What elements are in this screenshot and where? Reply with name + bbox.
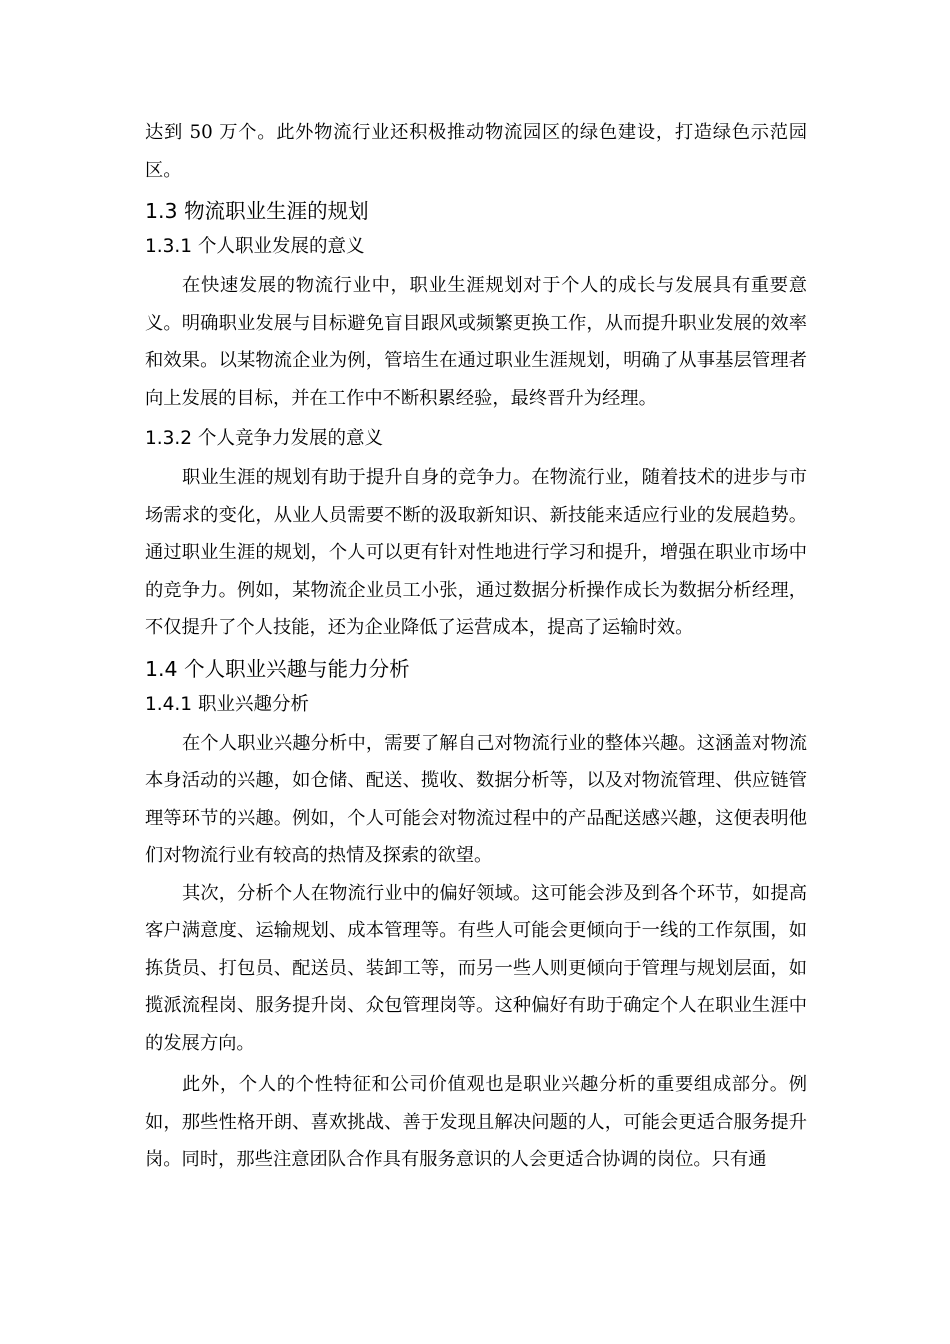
paragraph-interest-preference: 其次，分析个人在物流行业中的偏好领域。这可能会涉及到各个环节，如提高客户满意度、运输规划、成本管理等。有些人可能会更倾向于一线的工作氛围，如拣货员、打包员、配送员、装卸工等，而另一些人则更倾向于管理与规划层面，如揽派流程岗、服务提升岗、众包管理岗等。这种偏好有助于确定个人在职业生涯中的发展方向。 bbox=[145, 882, 807, 1054]
subsection-heading-1-3-2: 1.3.2 个人竞争力发展的意义 bbox=[145, 428, 383, 449]
paragraph-competitiveness: 职业生涯的规划有助于提升自身的竞争力。在物流行业，随着技术的进步与市场需求的变化，从业人员需要不断的汲取新知识、新技能来适应行业的发展趋势。通过职业生涯的规划，个人可以更有针对性地进行学习和提升，增强在职业市场中的竞争力。例如，某物流企业员工小张，通过数据分析操作成长为数据分析经理，不仅提升了个人技能，还为企业降低了运营成本，提高了运输时效。 bbox=[145, 467, 807, 638]
paragraph-career-development: 在快速发展的物流行业中，职业生涯规划对于个人的成长与发展具有重要意义。明确职业发展与目标避免盲目跟风或频繁更换工作，从而提升职业发展的效率和效果。以某物流企业为例，管培生在通过职业生涯规划，明确了从事基层管理者向上发展的目标，并在工作中不断积累经验，最终晋升为经理。 bbox=[145, 275, 807, 409]
paragraph-interest-personality: 此外，个人的个性特征和公司价值观也是职业兴趣分析的重要组成部分。例如，那些性格开朗、喜欢挑战、善于发现且解决问题的人，可能会更适合服务提升岗。同时，那些注意团队合作具有服务意识的人会更适合协调的岗位。只有通 bbox=[145, 1074, 807, 1170]
document-body bbox=[145, 114, 807, 1179]
paragraph-intro-continuation: 达到 50 万个。此外物流行业还积极推动物流园区的绿色建设，打造绿色示范园区。 bbox=[145, 122, 807, 181]
subsection-heading-1-3-1: 1.3.1 个人职业发展的意义 bbox=[145, 236, 365, 257]
subsection-heading-1-4-1: 1.4.1 职业兴趣分析 bbox=[145, 693, 309, 715]
section-heading-1-3: 1.3 物流职业生涯的规划 bbox=[145, 199, 369, 223]
paragraph-interest-overall: 在个人职业兴趣分析中，需要了解自己对物流行业的整体兴趣。这涵盖对物流本身活动的兴趣，如仓储、配送、揽收、数据分析等，以及对物流管理、供应链管理等环节的兴趣。例如，个人可能会对物流过程中的产品配送感兴趣，这便表明他们对物流行业有较高的热情及探索的欲望。 bbox=[145, 732, 807, 866]
section-heading-1-4: 1.4 个人职业兴趣与能力分析 bbox=[145, 656, 410, 681]
